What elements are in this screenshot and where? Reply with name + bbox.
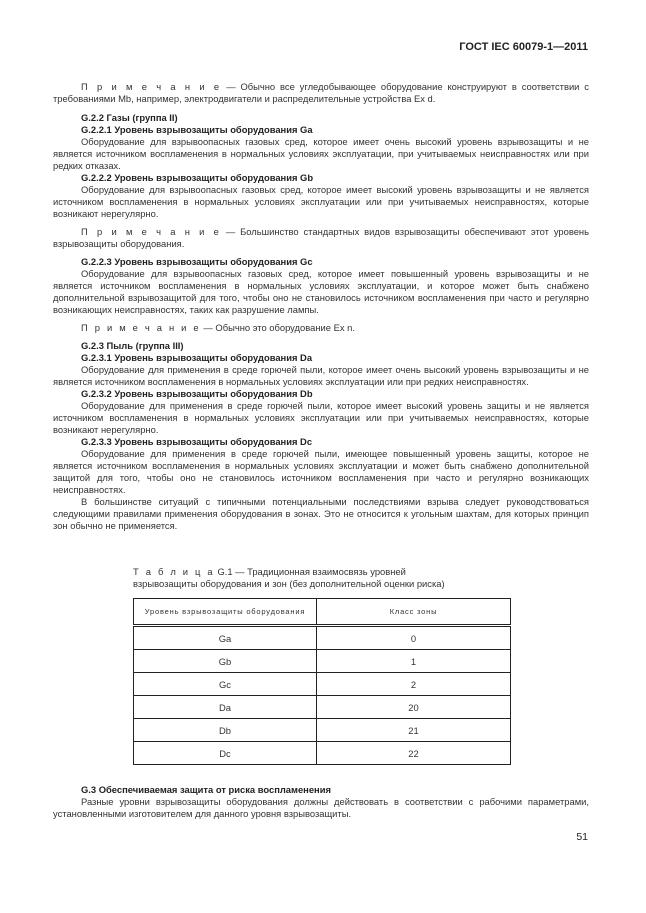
column-header: Уровень взрывозащиты оборудования	[134, 599, 317, 626]
paragraph-g231: Оборудование для применения в среде горючей пыли, которое имеет очень высокий уровень взрывозащиты и не является источником воспламенения в нормальных условиях эксплуатации или при редких неисправностях.	[53, 364, 589, 387]
table-cell: 0	[317, 626, 511, 650]
heading-g233: G.2.3.3 Уровень взрывозащиты оборудования Dc	[81, 436, 313, 447]
document-header: ГОСТ IEC 60079-1—2011	[459, 41, 588, 53]
heading-g22: G.2.2 Газы (группа II)	[81, 112, 178, 123]
table-cell: 2	[317, 673, 511, 696]
table-cell: Db	[134, 719, 317, 742]
table-row	[134, 696, 511, 719]
heading-g23: G.2.3 Пыль (группа III)	[81, 340, 184, 351]
table-label: Т а б л и ц а	[133, 566, 215, 577]
paragraph-g3: Разные уровни взрывозащиты оборудования должны действовать в соответствии с рабочими параметрами, установленными изготовителем для данного уровня взрывозащиты.	[53, 796, 589, 819]
table-row	[134, 742, 511, 765]
note-text: — Большинство стандартных видов взрывозащиты обеспечивают этот уровень взрывозащиты оборудования.	[53, 226, 589, 249]
table-caption	[133, 566, 463, 590]
section-g22	[53, 112, 589, 220]
paragraph-g222: Оборудование для взрывоопасных газовых сред, которое имеет высокий уровень взрывозащиты и не является источником воспламенения в нормальных условиях эксплуатации или при учитываемых неисправностях, которые возникают нерегулярно.	[53, 184, 589, 219]
paragraph-g233: Оборудование для применения в среде горючей пыли, имеющее повышенный уровень защиты, которое не является источником воспламенения в нормальных условиях эксплуатации и может быть снабжено дополнительной защитой для того, чтобы оно не становилось источником воспламенения при часто и регулярно возникающих неисправностях.	[53, 448, 589, 495]
heading-g3: G.3 Обеспечиваемая защита от риска воспламенения	[81, 784, 331, 795]
paragraph-g232: Оборудование для применения в среде горючей пыли, которое имеет высокий уровень защиты и не является источником воспламенения в нормальных условиях эксплуатации или при учитываемых неисправностях, которые возникают нерегулярно.	[53, 400, 589, 435]
section-g3	[53, 784, 589, 820]
heading-g223: G.2.2.3 Уровень взрывозащиты оборудования Gc	[81, 256, 313, 267]
table-caption-text: G.1 — Традиционная взаимосвязь уровней взрывозащиты оборудования и зон (без дополнительной оценки риска)	[133, 566, 445, 589]
table-row	[134, 626, 511, 650]
table-cell: Gb	[134, 650, 317, 673]
note-label: П р и м е ч а н и е	[81, 322, 201, 333]
note-coal-mining	[53, 81, 589, 105]
note-text: — Обычно все угледобывающее оборудование конструируют в соответствии с требованиями Mb, например, электродвигатели и распределительные устройства Ex d.	[53, 81, 589, 104]
heading-g222: G.2.2.2 Уровень взрывозащиты оборудования Gb	[81, 172, 314, 183]
section-g23	[53, 340, 589, 532]
table-row	[134, 719, 511, 742]
table-row	[134, 650, 511, 673]
paragraph-g223: Оборудование для взрывоопасных газовых сред, которое имеет повышенный уровень взрывозащиты и не является источником воспламенения в нормальных условиях эксплуатации, и которое может быть снабжено дополнительной взрывозащитой для того, чтобы оно не становилось источником воспламенения при часто и регулярно возникающих неисправностях, таких как разрушение лампы.	[53, 268, 589, 315]
heading-g232: G.2.3.2 Уровень взрывозащиты оборудования Db	[81, 388, 313, 399]
note-label: П р и м е ч а н и е	[81, 81, 222, 92]
note-standard-types	[53, 226, 589, 250]
table-cell: 22	[317, 742, 511, 765]
table-cell: 1	[317, 650, 511, 673]
column-header: Класс зоны	[317, 599, 511, 626]
heading-g221: G.2.2.1 Уровень взрывозащиты оборудования Ga	[81, 124, 313, 135]
table-cell: Ga	[134, 626, 317, 650]
table-cell: 20	[317, 696, 511, 719]
section-g223	[53, 256, 589, 316]
table-cell: Gc	[134, 673, 317, 696]
table-header-row	[134, 599, 511, 626]
heading-g231: G.2.3.1 Уровень взрывозащиты оборудования Da	[81, 352, 313, 363]
page-number: 51	[576, 831, 588, 843]
paragraph-g221: Оборудование для взрывоопасных газовых сред, которое имеет очень высокий уровень взрывозащиты и не является источником воспламенения в нормальных условиях эксплуатации, при учитываемых неисправностях или при редких отказах.	[53, 136, 589, 171]
paragraph-zones: В большинстве ситуаций с типичными потенциальными последствиями взрыва следует руководствоваться следующими правилами применения оборудования в зонах. Это не относится к угольным шахтам, для которых принцип зон обычно не применяется.	[53, 496, 589, 531]
note-text: — Обычно это оборудование Ex n.	[200, 322, 355, 333]
table-cell: 21	[317, 719, 511, 742]
table-cell: Dc	[134, 742, 317, 765]
table-cell: Da	[134, 696, 317, 719]
note-label: П р и м е ч а н и е	[81, 226, 222, 237]
zones-table	[133, 598, 511, 765]
table-row	[134, 673, 511, 696]
note-ex-n	[53, 322, 589, 334]
